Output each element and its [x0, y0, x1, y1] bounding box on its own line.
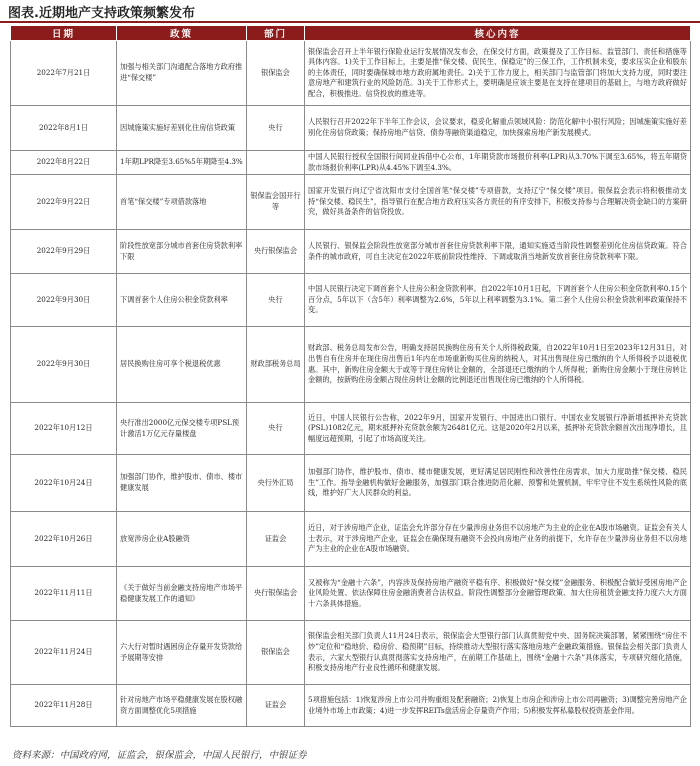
row-dept: 银保监会: [247, 41, 305, 106]
row-policy: 央行准出2000亿元保交楼专项PSL预计激活1万亿元存量楼盘: [117, 403, 247, 455]
row-date: 2022年10月12日: [11, 403, 117, 455]
table-row: [11, 41, 691, 106]
chart-title: 图表.近期地产支持政策频繁发布: [8, 6, 195, 21]
row-content: 近日，对于涉房地产企业，证监会允许部分存在少量涉房业务但不以房地产为主业的企业在A股市场融资。证监会有关人士表示，对于涉房地产企业，证监会在确保现有融资不会投向房地产业务的前提下，允许存在少量涉房业务但不以房地产为主业的企业在A股市场融资。: [305, 512, 691, 567]
title-divider: [0, 21, 700, 23]
row-content: 人民银行、银保监会阶段性放宽部分城市首套住房贷款利率下限，通知实施适当阶段性调整差别化住房信贷政策。符合条件的城市政府，可自主决定在2022年底前阶段性维持、下调或取消当地新发放首套住房贷款利率下限。: [305, 230, 691, 274]
row-content: 银保监会相关部门负责人11月24日表示，银保监会大型银行部门认真贯彻党中央、国务院决策部署，紧紧围绕“房住不炒”定位和“稳地价、稳房价、稳预期”目标，持续推动大型银行落实落地房地产金融政策措施。银保监会相关部门负责人表示，六家大型银行认真贯彻落实支持房地产，在前期工作基础上，围绕“金融十六条”具体落实，专项研究细化措施，积极支持房地产行业良性循环和健康发展。: [305, 621, 691, 685]
source-note: 资料来源：中国政府网，证监会，银保监会，中国人民银行，中银证券: [12, 750, 307, 761]
table-row: [11, 230, 691, 274]
row-dept: 央行: [247, 403, 305, 455]
row-policy: 六大行对暂时遇困房企存量开发贷款给予展期等安排: [117, 621, 247, 685]
row-dept: 央行: [247, 106, 305, 151]
row-dept: 央行: [247, 274, 305, 327]
row-policy: 放宽涉房企业A股融资: [117, 512, 247, 567]
row-dept: 财政部税务总局: [247, 327, 305, 403]
row-content: 人民银行召开2022年下半年工作会议，会议要求，稳妥化解重点领域风险：防范化解中小银行风险；因城施策实施好差别化住房信贷政策；保持房地产信贷、债券等融资渠道稳定，加快探索房地产新发展模式。: [305, 106, 691, 151]
row-date: 2022年9月22日: [11, 175, 117, 230]
row-policy: 针对房地产市场平稳健康发展在股权融资方面调整优化5项措施: [117, 685, 247, 727]
row-policy: 阶段性放宽部分城市首套住房贷款利率下限: [117, 230, 247, 274]
header-date: 日期: [11, 26, 117, 41]
row-policy: 加强部门协作，维护股市、债市、楼市健康发展: [117, 455, 247, 512]
table-row: [11, 175, 691, 230]
row-dept: 证监会: [247, 685, 305, 727]
row-date: 2022年8月22日: [11, 151, 117, 175]
row-content: 银保监会召开上半年银行保险业运行发展情况发布会，在保交付方面，政策提及了工作目标、监管部门、责任和措施等具体内容。1)关于工作目标上，主要是推“保交楼、促民生、保稳定”的三保工作，工作机制未变，要求压实企业和股东的主体责任，同时要确保城市地方政府属地责任。2)关于工作力度上，相关部门与监管部门将加大支持力度，同时要注意房地产和建筑行业的风险防范。3)关于工作形式上，要明确是应该主要是在支持在建项目的基础上，与地方政府做好配合，积极推进。信贷投放的推进等。: [305, 41, 691, 106]
row-dept: 银保监会国开行等: [247, 175, 305, 230]
row-date: 2022年10月26日: [11, 512, 117, 567]
row-content: 5项措施包括：1)恢复涉房上市公司并购重组及配套融资；2)恢复上市房企和涉房上市公司再融资；3)调整完善房地产企业境外市场上市政策；4)进一步发挥REITs盘活房企存量资产作用；5)积极发挥私募股权投资基金作用。: [305, 685, 691, 727]
row-date: 2022年11月24日: [11, 621, 117, 685]
table-row: [11, 621, 691, 685]
row-policy: 首笔“保交楼”专项借款落地: [117, 175, 247, 230]
row-date: 2022年7月21日: [11, 41, 117, 106]
row-date: 2022年11月11日: [11, 567, 117, 621]
table-row: [11, 403, 691, 455]
row-dept: [247, 151, 305, 175]
row-content: 中国人民银行授权全国银行间同业拆借中心公布，1年期贷款市场报价利率(LPR)从3.70%下调至3.65%，将五年期贷款市场报价利率(LPR)从4.45%下调至4.3%。: [305, 151, 691, 175]
row-content: 国家开发银行向辽宁省沈阳市支付全国首笔“保交楼”专项借款，支持辽宁“保交楼”项目。银保监会表示将积极推动支持“保交楼、稳民生”，指导银行在配合地方政府压实各方责任的有序安排下，积极支持参与合理解决资金缺口的方案研究，做好具备条件的信贷投放。: [305, 175, 691, 230]
table-row: [11, 455, 691, 512]
row-date: 2022年8月1日: [11, 106, 117, 151]
table-row: [11, 151, 691, 175]
row-dept: 证监会: [247, 512, 305, 567]
row-content: 加强部门协作，维护股市、债市、楼市健康发展，更好满足居民刚性和改善性住房需求，加大力度助推“保交楼、稳民生”工作。指导金融机构做好金融服务，加强部门联合推进防范化解、预警和处置机制，牢牢守住不发生系统性风险的底线，维护好广大人民群众的利益。: [305, 455, 691, 512]
row-policy: 因城施策实施好差别化住房信贷政策: [117, 106, 247, 151]
row-date: 2022年11月28日: [11, 685, 117, 727]
table-row: [11, 567, 691, 621]
row-content: 近日，中国人民银行公告称，2022年9月，国家开发银行、中国进出口银行、中国农业发展银行净新增抵押补充贷款(PSL)1082亿元，期末抵押补充贷款余额为26481亿元。这是2020年2月以来，抵押补充贷款余额首次出现净增长，且幅度远超预期，引起了市场高度关注。: [305, 403, 691, 455]
row-dept: 央行银保监会: [247, 230, 305, 274]
row-content: 又被称为“金融十六条”，内容涉及保持房地产融资平稳有序、积极做好“保交楼”金融服务、积极配合做好受困房地产企业风险处置、依法保障住房金融消费者合法权益、阶段性调整部分金融管理政策、加大住房租赁金融支持力度六大方面十六条具体措施。: [305, 567, 691, 621]
row-policy: 加强与相关部门沟通配合落地方政府推进“保交楼”: [117, 41, 247, 106]
row-policy: 下调首套个人住房公积金贷款利率: [117, 274, 247, 327]
row-date: 2022年9月29日: [11, 230, 117, 274]
row-date: 2022年10月24日: [11, 455, 117, 512]
header-dept: 部门: [247, 26, 305, 41]
row-dept: 银保监会: [247, 621, 305, 685]
table-row: [11, 106, 691, 151]
row-policy: 1年期LPR降至3.65%5年期降至4.3%: [117, 151, 247, 175]
table-row: [11, 685, 691, 727]
row-content: 中国人民银行决定下调首套个人住房公积金贷款利率。自2022年10月1日起，下调首套个人住房公积金贷款利率0.15个百分点，5年以下（含5年）利率调整为2.6%，5年以上利率调整为3.1%。第二套个人住房公积金贷款利率政策保持不变。: [305, 274, 691, 327]
policy-table: [10, 25, 691, 727]
header-policy: 政策: [117, 26, 247, 41]
row-date: 2022年9月30日: [11, 274, 117, 327]
row-dept: 央行外汇局: [247, 455, 305, 512]
row-policy: 《关于做好当前金融支持房地产市场平稳健康发展工作的通知》: [117, 567, 247, 621]
row-date: 2022年9月30日: [11, 327, 117, 403]
table-row: [11, 327, 691, 403]
header-content: 核心内容: [305, 26, 691, 41]
table-row: [11, 512, 691, 567]
row-content: 财政部、税务总局发布公告，明确支持居民换购住房有关个人所得税政策，自2022年10月1日至2023年12月31日，对出售自有住房并在现住房出售后1年内在市场重新购买住房的纳税人，对其出售现住房已缴纳的个人所得税予以退税优惠。其中，新购住房金额大于或等于现住房转让金额的，全部退还已缴纳的个人所得税；新购住房金额小于现住房转让金额的，按新购住房金额占现住房转让金额的比例退还出售现住房已缴纳的个人所得税。: [305, 327, 691, 403]
table-header-row: [11, 26, 691, 41]
table-row: [11, 274, 691, 327]
title-bar: [0, 0, 700, 22]
row-policy: 居民换购住房可享个税退税优惠: [117, 327, 247, 403]
row-dept: 央行银保监会: [247, 567, 305, 621]
